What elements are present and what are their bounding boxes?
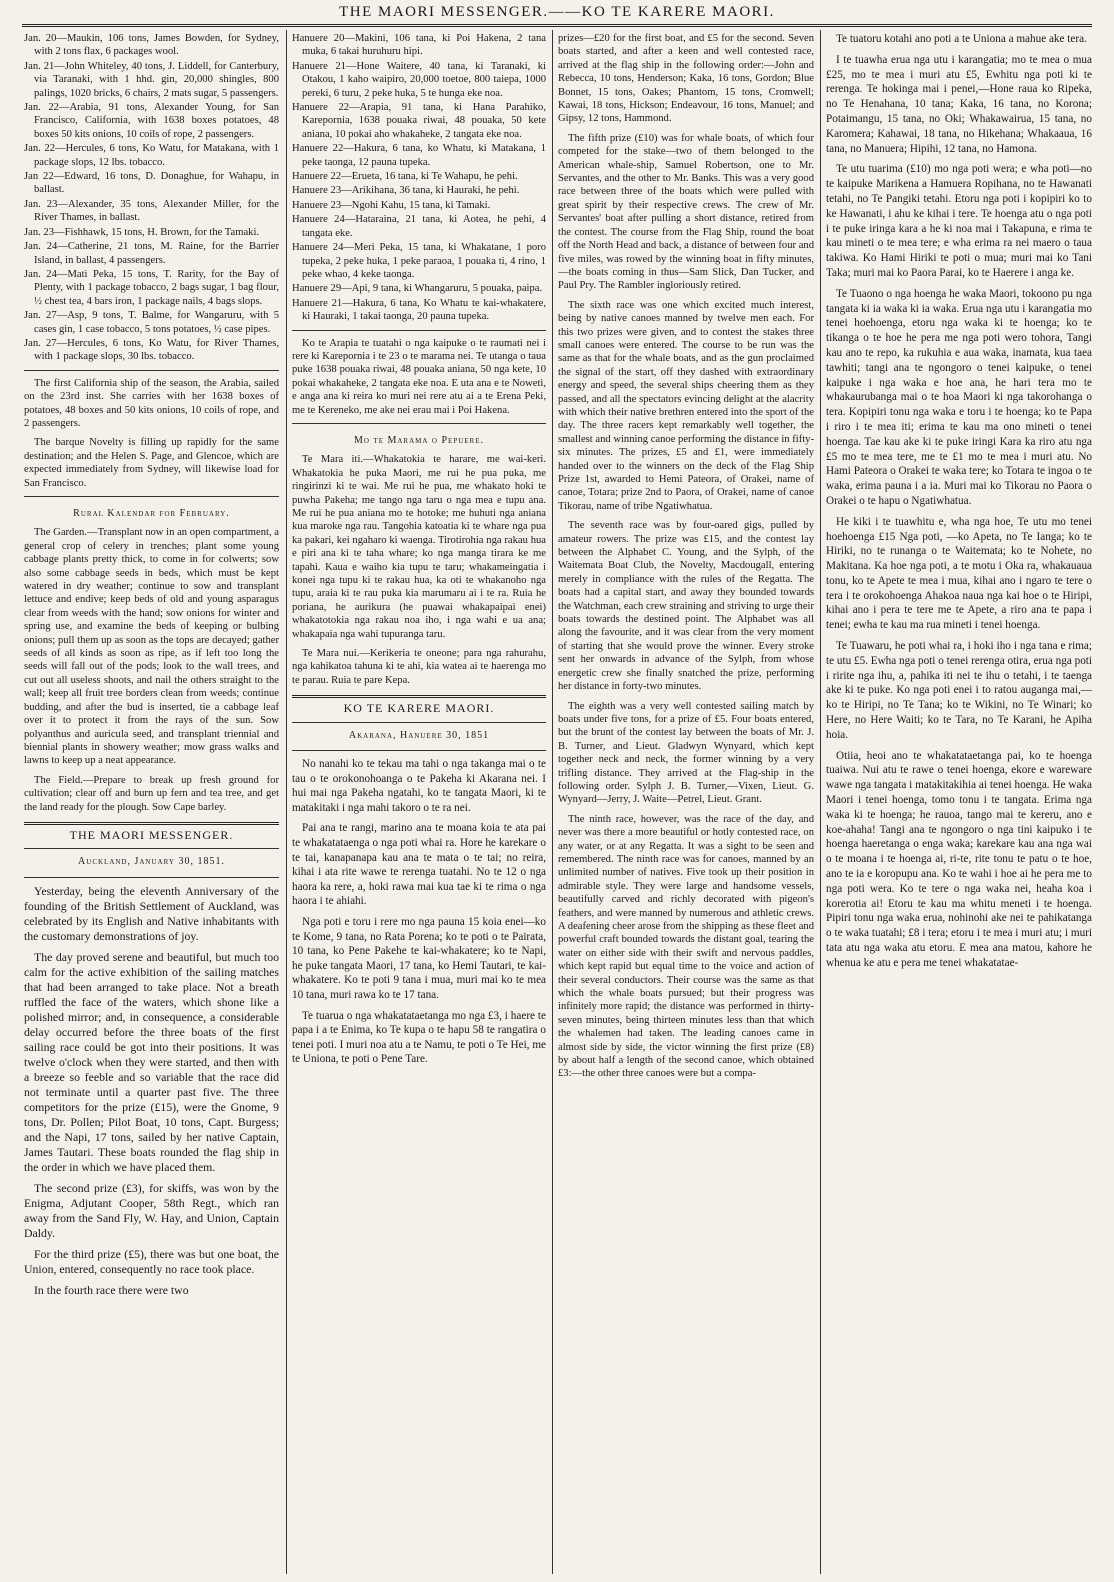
shipping-entry: Jan. 22—Hercules, 6 tons, Ko Watu, for Matakana, with 1 package slops, 12 lbs. tobacco. xyxy=(24,143,279,168)
article-paragraph: He kiki i te tuawhitu e, wha nga hoe, Te utu mo tenei hoehoenga £15 Nga poti, —ko Apeta, no Te Ianga; ko te Hiriki, no te runanga o te Waitemata; ko te Nohete, no Makitana. Ka hoe nga poti, a te motu i Oka ra, whakauaua tonu, ko te Apete te mea i mua, kihai ano i ngaro te tere o tera i te orokohoenga Ahakoa naua nga kai hoe o te Hiripi, kihai ano i pera te tere me te Apete, a riro ana te papa i tenei; ewha te kau ma rua mineti i tenei hoenga. xyxy=(826,515,1092,632)
divider xyxy=(24,496,279,497)
shipping-entry: Jan. 23—Alexander, 35 tons, Alexander Miller, for the River Thames, in ballast. xyxy=(24,198,279,224)
dateline: Akarana, Hanuere 30, 1851 xyxy=(348,729,490,741)
divider xyxy=(292,722,546,723)
column-divider xyxy=(552,30,553,1574)
article-paragraph: Te Tuawaru, he poti whai ra, i hoki iho i nga tana e rima; te utu £5. Ewha nga poti o tenei rerenga otira, erua nga poti i ririte nga ihu, a, pahika iti nei te ihu o tetahi, i te taenga ake ki te puke. Ko nga poti enei i to ratou auganga mai,—ko te Hiripi, no Te Tana; ko te Wikini, no Te Winari; ko Here, no Here Waiti; ko te Tara, no Te Karani, he Apiha hoia. xyxy=(826,640,1092,741)
shipping-entry: Hanuere 23—Arikihana, 36 tana, ki Hauraki, he pehi. xyxy=(292,185,520,197)
shipping-entry: Hanuere 24—Meri Peka, 15 tana, ki Whakatane, 1 poro tupeka, 2 peke huka, 1 peke paraoa, 1 pouaka ti, 4 rino, 1 peke whao, 4 keke taonga. xyxy=(292,242,546,280)
masthead-rule xyxy=(22,24,1092,27)
garden-paragraph: The Garden.—Transplant now in an open compartment, a general crop of celery in trenches; plant some young cabbage plants pretty thick, to come in for colwerts; sow also some cabbage seeds in beds, which must be kept watered in dry weather; continue to sow and transplant lettuce and endive; keep beds of old and young asparagus clear from weeds with the hand; sow onions for winter and spring use, and examine the beds of keeping or bulbing onions; pull them up as soon as the tops are decayed; gather seeds of all kinds as soon as ripe, as if left too long the seeds will fall out of the pods; look to the wall trees, and cut out all useless shoots, and nail the others straight to the wall; keep all fruit tree borders clean from weeds; continue budding, and after the bud is inserted, tie a cabbage leaf over it to protect it from the rays of the sun. Sow polyanthus and auricula seed, and transplant triennial and biennial plants in showery weather; mow grass walks and lawns to keep up a neat appearance. xyxy=(24,527,279,767)
article-paragraph: The day proved serene and beautiful, but much too calm for the active exhibition of the sailing matches that had been arranged to take place. Not a breath ruffled the face of the waters, which shone like a polished mirror; and, in consequence, a considerable delay occurred before the three boats of the first sailing race could be got into their positions. It was twelve o'clock when they were started, and then with a breeze so feeble and so variable that the race did not terminate until a quarter past five. The three competitors for the prize (£15), were the Gnome, 9 tons, Dr. Pollen; Pilot Boat, 10 tons, Capt. Burgess; and the Napi, 17 tons, sailed by her native Captain, James Tautari. These boats rounded the flag ship in the order in which we have placed them. xyxy=(24,949,279,1174)
shipping-entry: Jan. 23—Fishhawk, 15 tons, H. Brown, for the Tamaki. xyxy=(24,226,260,238)
section-heading: Rural Kalendar for February. xyxy=(73,508,230,519)
shipping-entry: Jan. 27—Hercules, 6 tons, Ko Watu, for River Thames, with 1 package slops, 30 lbs. tobacco. xyxy=(24,337,279,363)
article-paragraph: prizes—£20 for the first boat, and £5 for the second. Seven boats started, and after a keen and well contested race, arrived at the flag ship in the following order:—John and Rebecca, 10 tons, Henderson; Kaka, 16 tons, Gordon; Blue Bonnet, 15 tons, Oakes; Phantom, 15 tons, Cromwell; Kawai, 18 tons, Hickson; Endeavour, 16 tons, Manuel; and Gipsy, 12 tons, Hammond. xyxy=(558,33,814,125)
shipping-entry: Hanuere 22—Arapia, 91 tana, ki Hana Parahiko, Karepornia, 1638 pouaka riwai, 48 pouaka, 50 kete aniana, 10 pokai aho whakaheke, 2 tangata eke noa. xyxy=(292,102,546,140)
column-2 xyxy=(292,32,546,1574)
column-3 xyxy=(558,32,814,1574)
divider xyxy=(24,877,279,878)
shipping-entry: Jan. 24—Mati Peka, 15 tons, T. Rarity, for the Bay of Plenty, with 1 package tobacco, 2 bags sugar, 1 bag flour, ½ chest tea, 4 bars iron, 1 package nails, 4 bags slops. xyxy=(24,268,279,307)
shipping-entry: Hanuere 22—Erueta, 16 tana, ki Te Wahapu, he pehi. xyxy=(292,171,518,183)
shipping-entry: Jan. 22—Arabia, 91 tons, Alexander Young, for San Francisco, California, with 1638 boxes potatoes, 48 boxes 50 kits onions, 10 coils of rope, 2 passengers. xyxy=(24,102,279,140)
shipping-list xyxy=(292,32,546,324)
article-paragraph: The seventh race was by four-oared gigs, pulled by amateur rowers. The prize was £15, and the contest lay between the Alphabet C. Young, and the Sylph, of the Waitemata Boat Club, the Novelty, Macdougall, entering merely in compliance with the rules of the Regatta. The boats had a capital start, and away they bounded towards the Watchman, each crew straining and striving to urge their boats towards the destined point. The Alphabet was all along the favourite, and it was clear from the very moment of starting that she would prove the winner. Every stroke sent her onwards in advance of the Sylph, from whose energetic crew she finally snatched the prize, performing her distance in forty-two minutes. xyxy=(558,520,814,693)
masthead: THE MAORI MESSENGER.——KO TE KARERE MAORI. xyxy=(339,4,775,20)
garden-paragraph: Te Mara iti.—Whakatokia te harare, me wai-keri. Whakatokia he puka Maori, me rui he pua puka, me ringirinzi ki te wai. Me rui he pua, me whakato hoki te puwha Pakeha; me tango nga taru o nga mea e tupu ana. Me rui he pua aniana mo te hotoke; me huhuti nga aniana kua maroke nga rau. Tangohia katoatia ki te whare nga pua ka pakari, kei ngaharo ki waenga. Tirotirohia nga rakau hua e piri ana ki te taha whare; ko nga manga tirara ke me tapahi. Kaua e waiho kia tupu te taru; whakameingatia i konei nga tupu ki te rakau hua, ka oti te whakanoho nga tupu, araia ki te rau puka kia marumaru ai i te ra. Ruia he poriana, he aurikura (he puawai whakapaipai enei) whakatotokia nga rakau noa iho, i nga wahi e ua ana; whakapaia nga wahi tupuranga taru. xyxy=(292,454,546,640)
article-paragraph: The second prize (£3), for skiffs, was won by the Enigma, Adjutant Cooper, 58th Regt., which ran away from the Sand Fly, W. Hay, and Union, Captain Daldy. xyxy=(24,1180,279,1240)
section-heading: Mo te Marama o Pepuere. xyxy=(353,434,484,446)
shipping-entry: Hanuere 23—Ngohi Kahu, 15 tana, ki Tamaki. xyxy=(292,199,491,211)
field-paragraph: The Field.—Prepare to break up fresh ground for cultivation; clear off and burn up fern and tea tree, and get the land ready for the plough. Sow Cape barley. xyxy=(24,774,279,813)
article-paragraph: The ninth race, however, was the race of the day, and never was there a more beautiful or hotly contested race, on any water, or at any Regatta. It was a sight to be seen and remembered. The ninth race was for canoes, manned by an unlimited number of natives. Five took up their position in admirable style. They were large and handsome vessels, beautifully carved and richly decorated with pigeon's feathers, and were manned by numerous and athletic crews. A deafening cheer arose from the shipping as these fleet and powerful craft bounded towards the distant goal, tearing the water on either side with their swift and nervous paddles, which kept rapid but equal time to the voice and action of their several conductors. Their course was the same as that which the whale boats pursued; but their progress was infinitely more rapid; the distance was performed in thirty-seven minutes, being thirteen minutes less than that which the whalemen had taken. The leading canoes came in almost side by side, the victor winning the first prize (£8) by about half a length of the second canoe, which obtained £3:—the other three canoes were but a compa- xyxy=(558,813,814,1080)
article-paragraph: Te utu tuarima (£10) mo nga poti wera; e wha poti—no te kaipuke Marikena a Hamuera Ropihana, no te Hawanati tetahi, no Te Pangiki tetahi. Etoru nga poti i kopipiri ko to ke Hawanati, i ahu ke kihai i tere. Te hoenga atu o nga poti i te puke iringa kara a he ki noa mai i Takapuna, e rima te kau mineti o te mea tere; e wha erima ra nei maero o taua takiwa. Ko Hami Hiriki te poti o mua; muri mai ko Tani Taka; muri mai ko Paora Parai, ko te Haerere i anga ke. xyxy=(826,163,1092,279)
shipping-note: The first California ship of the season, the Arabia, sailed on the 23rd inst. She carries with her 1638 boxes of potatoes, 48 boxes and 50 kits onions, 10 coils of rope, and 2 passengers. xyxy=(24,377,279,429)
article-paragraph: For the third prize (£5), there was but one boat, the Union, entered, consequently no race took place. xyxy=(24,1246,279,1276)
article-paragraph: Te tuarua o nga whakatataetanga mo nga £3, i haere te papa i a te Enima, ko Te kupa o te hapu 58 te rangatira o tenei poti. I muri noa atu a te Namu, te poti o Te Hei, me te Uniona, te poti o Pene Tare. xyxy=(292,1009,546,1066)
shipping-note: The barque Novelty is filling up rapidly for the same destination; and the Helen S. Page, and Glencoe, which are expected immediately from Sydney, will likewise load for San Francisco. xyxy=(24,437,279,489)
divider xyxy=(292,750,546,751)
paper-title: KO TE KARERE MAORI. xyxy=(343,701,495,716)
shipping-entry: Hanuere 22—Hakura, 6 tana, ko Whatu, ki Matakana, 1 peke taonga, 12 pauna tupeka. xyxy=(292,143,546,168)
column-1 xyxy=(24,32,279,1574)
article-paragraph: The sixth race was one which excited much interest, being by native canoes manned by twelve men each. For this two prizes were given, and to contest the stakes three small canoes were entered. The course to be run was the same as that for the whale boats, and as the gun proclaimed the signal of the start, off they dashed with extraordinary energy and speed, the several ships cheering them as they passed, and all the spectators evincing delight at the alacrity with which their native brethren entered into the sport of the day. The three racers kept remarkably well together, the smallest and winning canoe performing the distance in fifty-six minutes. The prizes, £5 and £1, were immediately handed over to the winners on the deck of the Flag Ship Prize 1st, awarded to Hemi Pateora, of Orakei, name of canoe, Totara; prize 2nd to Paora, of Orakei, name of canoe Tikorau, name of tribe Ngatiwhatua. xyxy=(558,299,814,512)
shipping-entry: Jan 22—Edward, 16 tons, D. Donaghue, for Wahapu, in ballast. xyxy=(24,171,279,196)
article-paragraph: Nga poti e toru i rere mo nga pauna 15 koia enei—ko te Kome, 9 tana, no Rata Porena; ko te poti o te Pairata, 10 tana, ko Pene Pakehe te kai-whakatere; ko te Napi, he puke tangata Maori, 17 tana, ko Hemi Tautari, te kai-whakatere. Ko te poti 9 tana i mua, muri mai ko te mea 10 tana, muri rawa ko te 17 tana. xyxy=(292,916,546,1001)
shipping-list xyxy=(24,32,279,364)
article-paragraph: In the fourth race there were two xyxy=(34,1282,189,1297)
shipping-entry: Hanuere 21—Hakura, 6 tana, Ko Whatu te kai-whakatere, ki Hauraki, 1 takai taonga, 20 pauna tupeka. xyxy=(292,297,546,323)
divider xyxy=(24,370,279,371)
field-paragraph: Te Mara nui.—Kerikeria te oneone; para nga rahurahu, nga kahikatoa tahuna ki te ahi, kia watea ai te haerenga mo te parau. Ruia te pare Kepa. xyxy=(292,648,546,686)
article-paragraph: Pai ana te rangi, marino ana te moana koia te ata pai te whakatataenga o nga poti whai ra. Hore he karekare o te tai, kanapanapa kau ana te mata o te tai; no reira, kihai i ata rite wawe te rerenga tuatahi. No te 12 o nga haora ka rere, a, hoki rawa mai kua tae ki te rima o nga haora i te ahiahi. xyxy=(292,822,546,908)
divider xyxy=(292,695,546,698)
shipping-entry: Hanuere 29—Api, 9 tana, ki Whangaruru, 5 pouaka, paipa. xyxy=(292,283,543,295)
article-paragraph: I te tuawha erua nga utu i karangatia; mo te mea o mua £25, mo te mea i muri atu £5, Ewhitu nga poti ki te rerenga. Te hokinga mai i penei,—Hone raua ko Ripeka, no Te Henahana, 10 tana; Kaka, 16 tana, no Korona; Potaimangu, 15 tana, no Oki; Whakawairua, 15 tana, no Karomera; Kahawai, 18 tana, no Hikehana; Whakaaua, 16 tana, no Manuera; Hipihi, 12 tana, no Hamona. xyxy=(826,53,1092,155)
column-4 xyxy=(826,32,1092,1574)
paper-title: THE MAORI MESSENGER. xyxy=(69,827,234,842)
article-paragraph: Otiia, heoi ano te whakatataetanga pai, ko te hoenga tuaiwa. Nui atu te rawe o tenei hoenga, ekore e wareware wawe nga tangata i matakitakihia ai tenei hoenga. He waka Maori i tenei hoenga, tomo tonu i te tangata. Erima nga waka ki te hoenga; he rauoa, tango mai te kereru, ano e koe-ahaha! Tangi ana te ngongoro o nga tini kaipuko i te hoenga haeretanga o enga waka; karekare kau ana nga wai o te moana i te hoenga ai, ri-te, rite tonu te patu o te hoe, ano te ia e koropupu ana. Ko te wahi i hoe ai he pera me to nga poti wera. Ko te tere o nga waka nei, heaha koa i korerotia ai! Etoru te kau ma whitu meneti i te hoenga. Pipiri tonu nga waka erua, nohinohi ake nei te pahikatanga o te waka tuatahi; £8 i tera; etoru i te mea i muri atu; i muri tata atu nga waka atu etoru. E mea ana matou, kahore he whenua ke atu e pera me tenei whakatatae- xyxy=(826,749,1092,969)
shipping-entry: Hanuere 20—Makini, 106 tana, ki Poi Hakena, 2 tana muka, 6 takai huruhuru hipi. xyxy=(292,33,546,58)
shipping-entry: Jan. 27—Asp, 9 tons, T. Balme, for Wangaruru, with 5 cases gin, 1 case tobacco, 5 tons potatoes, ½ case pipes. xyxy=(24,310,279,335)
article-paragraph: The eighth was a very well contested sailing match by boats under five tons, for a prize of £5. Four boats entered, but the brunt of the contest lay between the boats of Mr. J. B. Turner, and Lieut. Gladwyn Wynyard, which kept together neck and neck, the former winning by a very trifling distance. They arrived at the Flag-ship in the following order. Sylph J. B. Turner,—Vixen, Lieut. G. Wynyard—Jerry, J. Waite—Petrel, Lieut. Grant. xyxy=(558,700,814,806)
article-paragraph: No nanahi ko te tekau ma tahi o nga takanga mai o te tau o te orokonohoanga o te Pakeha ki Akarana nei. I hui mai nga Pakeha ngatahi, ko te tangata Maori, ki te matakitaki i nga mahi takoro o te ra nei. xyxy=(292,758,546,814)
article-paragraph: The fifth prize (£10) was for whale boats, of which four competed for the stake—two of them belonged to the American whale-ship, Samuel Robertson, one to Mr. Servantes, and the other to Mr. Banks. This was a very good race between three of the boats which were pulled with great spirit by their respective crews. The crew of Mr. Servantes' boat after pulling a short distance, retired from the contest. The course from the Flag Ship, round the boat off the North Head and back, a distance of between four and five miles, was rowed by the winning boat in fifty minutes,—the boats coming in thus—Sam Slick, Dan Tucker, and Paul Pry. The Rambler ingloriously retired. xyxy=(558,132,814,292)
shipping-entry: Hanuere 24—Hataraina, 21 tana, ki Aotea, he pehi, 4 tangata eke. xyxy=(292,214,546,239)
dateline: Auckland, January 30, 1851. xyxy=(78,856,225,868)
divider xyxy=(292,330,546,331)
column-divider xyxy=(820,30,821,1574)
article-paragraph: Te tuatoru kotahi ano poti a te Uniona a mahue ake tera. xyxy=(836,33,1087,45)
shipping-entry: Jan. 21—John Whiteley, 40 tons, J. Liddell, for Canterbury, via Taranaki, with 1 hhd. gin, 20,000 shingles, 800 palings, 1020 bricks, 6 chairs, 2 mats sugar, 5 passengers. xyxy=(24,60,279,99)
article-paragraph: Yesterday, being the eleventh Anniversary of the founding of the British Settlement of Auckland, was celebrated by its English and Native inhabitants with the customary demonstrations of joy. xyxy=(24,883,279,943)
shipping-entry: Hanuere 21—Hone Waitere, 40 tana, ki Taranaki, ki Otakou, 1 kaho waipiro, 20,000 toetoe, 800 taiepa, 1000 pereki, 6 turu, 2 peke huka, 5 te hunga eke noa. xyxy=(292,60,546,99)
shipping-entry: Jan. 24—Catherine, 21 tons, M. Raine, for the Barrier Island, in ballast, 4 passengers. xyxy=(24,241,279,266)
shipping-note: Ko te Arapia te tuatahi o nga kaipuke o te raumati nei i rere ki Karepornia i te 23 o te marama nei. Te utanga o taua puke 1638 pouaka riwai, 48 pouaka aniana, 50 nga kete, 10 pokai whakaheke, 2 tangata eke noa. E uta ana e te Noweti, e anga ana ki reira ko muri nei rere atu ai a te Erena Peki, me te Kereneko, me ake nei erau mai i Poi Hakena. xyxy=(292,337,546,416)
divider xyxy=(292,423,546,424)
column-divider xyxy=(286,30,287,1574)
divider xyxy=(24,822,279,825)
divider xyxy=(24,848,279,849)
article-paragraph: Te Tuaono o nga hoenga he waka Maori, tokoono pu nga tangata ki ia waka ki ia waka. Erua nga utu i karangatia mo tenei hoehoenga, etoru nga waka ki te hoenga; ko te tikanga o te hoe he pera me nga poti wero tohora, Tangi kau ano te repo, ka rukuhia e aua waka, inamata, kua taea tawhiti; tangi ana te ngongoro o tenei kaipuke, o tenei kaipuke i nga waka e hoe ana, he hari tera mo te whakaurubanga mai o te hoa Maori ki nga takorohanga o tera. Kopipiri tonu nga waka e toru i te hoenga; ko te Papa i riro i te mea iti; erima te kau ma ono mineti o tenei hoenga. Tae kau ake ki te puke iringi Kara ka riro atu nga £5 mo te mea tere, me te £1 mo te mea i muri atu. No Hami Pateora o Orakei te waka tere; ko Totara te ingoa o te waka, erima pauna i a ia. Muri mai ko Tikorau no Paora o Orakei o te hapu o Ngatiwhatua. xyxy=(826,287,1092,507)
shipping-entry: Jan. 20—Maukin, 106 tons, James Bowden, for Sydney, with 2 tons flax, 6 packages wool. xyxy=(24,33,279,58)
